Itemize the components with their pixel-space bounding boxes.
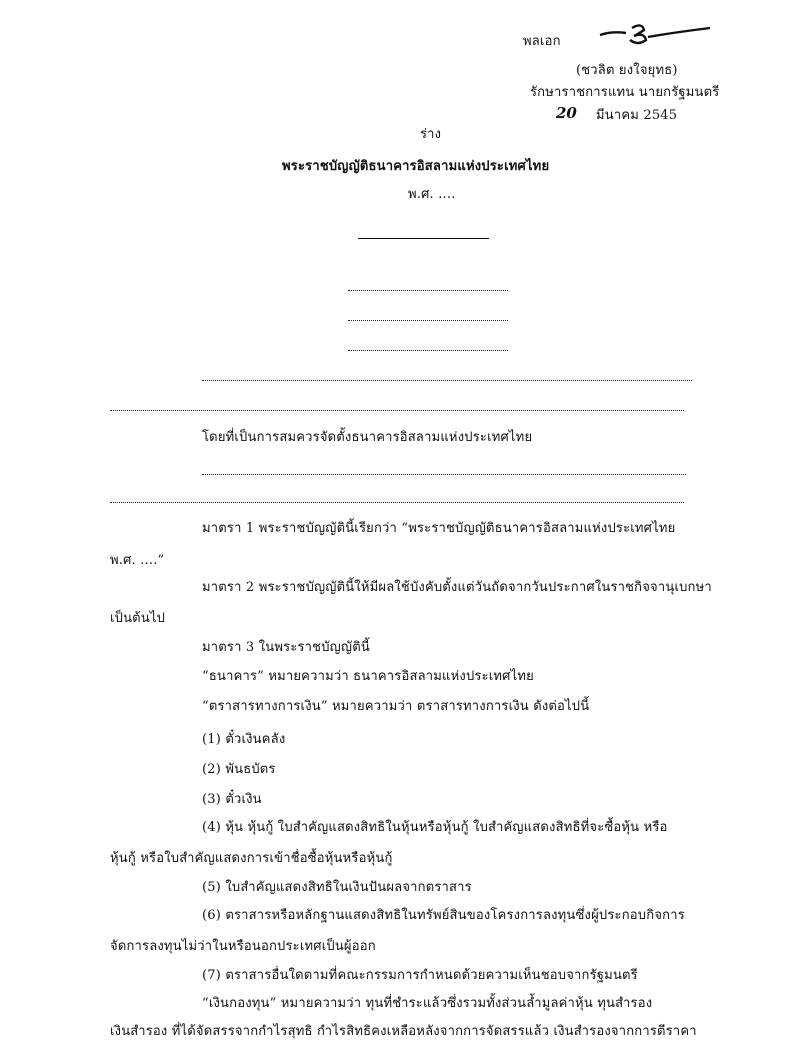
list-item-1: (1) ตั๋วเงินคลัง xyxy=(202,732,286,747)
section-1-line-2: พ.ศ. ....” xyxy=(110,553,165,568)
signature-mark xyxy=(598,20,716,46)
definition-fund-line-1: “เงินกองทุน” หมายความว่า ทุนที่ชำระแล้วซึ่งรวมทั้งส่วนล้ำมูลค่าหุ้น ทุนสำรอง xyxy=(202,996,653,1011)
date-month-year: มีนาคม 2545 xyxy=(596,108,678,123)
list-item-5: (5) ใบสำคัญแสดงสิทธิในเงินปันผลจากตราสาร xyxy=(202,880,472,895)
section-2-line-1: มาตรา 2 พระราชบัญญัตินี้ให้มีผลใช้บังคับตั้งแต่วันถัดจากวันประกาศในราชกิจจานุเบกษา xyxy=(202,580,712,595)
act-title: พระราชบัญญัติธนาคารอิสลามแห่งประเทศไทย xyxy=(282,159,550,174)
list-item-4-line-2: หุ้นกู้ หรือใบสำคัญแสดงการเข้าชื่อซื้อหุ้นหรือหุ้นกู้ xyxy=(110,851,393,866)
preamble-whereas: โดยที่เป็นการสมควรจัดตั้งธนาคารอิสลามแห่งประเทศไทย xyxy=(202,430,533,445)
blank-line xyxy=(110,502,684,503)
title-underline xyxy=(358,238,489,239)
list-item-3: (3) ตั๋วเงิน xyxy=(202,792,262,807)
rank-label: พลเอก xyxy=(523,34,561,49)
list-item-4-line-1: (4) หุ้น หุ้นกู้ ใบสำคัญแสดงสิทธิในหุ้นหรือหุ้นกู้ ใบสำคัญแสดงสิทธิที่จะซื้อหุ้น หรือ xyxy=(202,820,668,835)
list-item-6-line-2: จัดการลงทุนไม่ว่าในหรือนอกประเทศเป็นผู้ออก xyxy=(110,939,376,954)
definition-bank: “ธนาคาร” หมายความว่า ธนาคารอิสลามแห่งประเทศไทย xyxy=(202,669,534,684)
section-2-line-2: เป็นต้นไป xyxy=(110,611,166,626)
date-day-handwritten: 20 xyxy=(556,104,577,122)
blank-line xyxy=(110,410,684,411)
section-3-heading: มาตรา 3 ในพระราชบัญญัตินี้ xyxy=(202,640,370,655)
list-item-7: (7) ตราสารอื่นใดตามที่คณะกรรมการกำหนดด้วยความเห็นชอบจากรัฐมนตรี xyxy=(202,968,638,983)
signature-stroke-icon xyxy=(598,20,716,46)
definition-fund-line-2: เงินสำรอง ที่ได้จัดสรรจากกำไรสุทธิ กำไรสิทธิคงเหลือหลังจากการจัดสรรแล้ว เงินสำรองจากการตีราคา xyxy=(110,1024,697,1039)
signer-name: (ชวลิต ยงใจยุทธ) xyxy=(576,63,678,78)
signer-position: รักษาราชการแทน นายกรัฐมนตรี xyxy=(530,85,720,100)
blank-line xyxy=(348,350,508,351)
section-1-line-1: มาตรา 1 พระราชบัญญัตินี้เรียกว่า “พระราชบัญญัติธนาคารอิสลามแห่งประเทศไทย xyxy=(202,521,676,536)
blank-line xyxy=(348,320,508,321)
blank-line xyxy=(202,474,686,475)
list-item-2: (2) พันธบัตร xyxy=(202,762,276,777)
list-item-6-line-1: (6) ตราสารหรือหลักฐานแสดงสิทธิในทรัพย์สินของโครงการลงทุนซึ่งผู้ประกอบกิจการ xyxy=(202,908,685,923)
year-line: พ.ศ. .... xyxy=(408,187,456,202)
blank-line xyxy=(202,380,692,381)
draft-label: ร่าง xyxy=(420,127,442,142)
definition-financial-instrument: “ตราสารทางการเงิน” หมายความว่า ตราสารทางการเงิน ดังต่อไปนี้ xyxy=(202,699,590,714)
blank-line xyxy=(348,290,508,291)
